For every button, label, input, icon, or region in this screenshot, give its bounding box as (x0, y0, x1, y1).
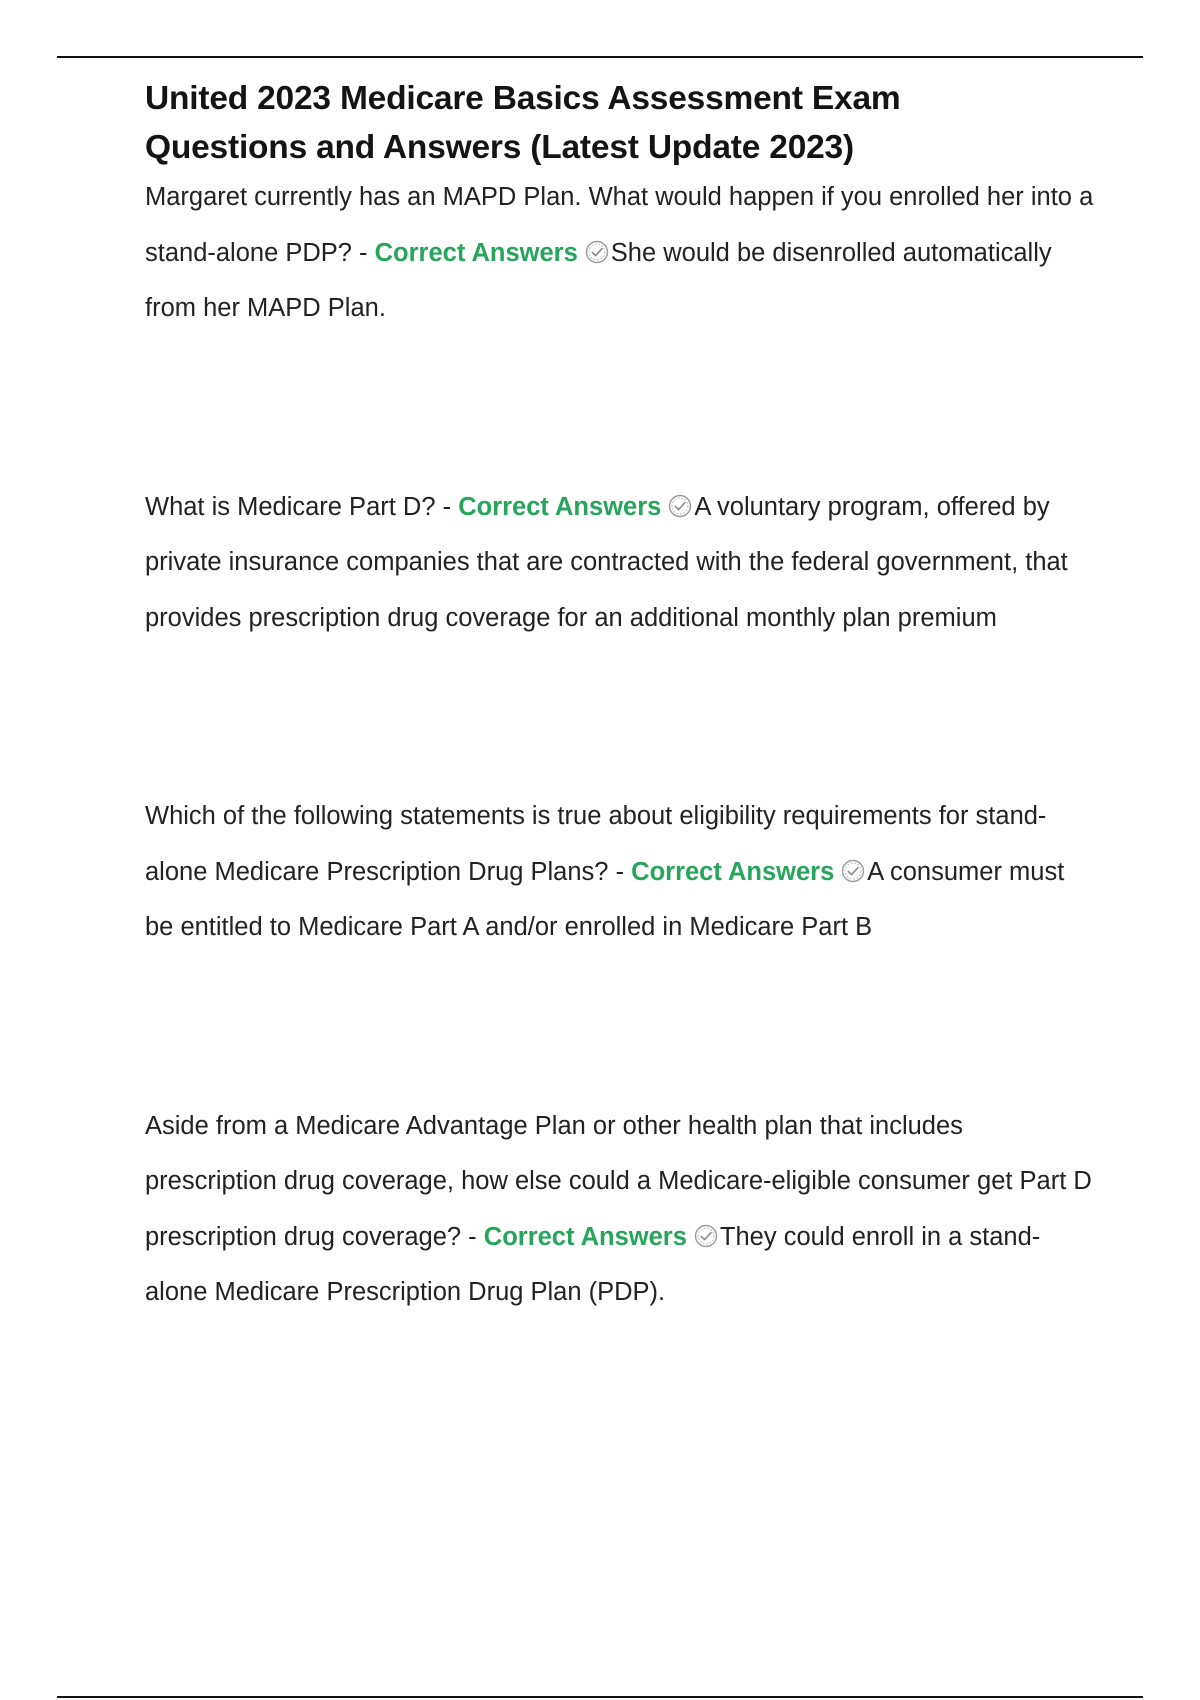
answer-label: Correct Answers (374, 238, 578, 267)
qa-item (145, 170, 1095, 337)
question-text: Which of the following statements is true about eligibility requirements for stand-alone Medicare Prescription Drug Plans? - (145, 802, 1047, 886)
document-title-line-2: Questions and Answers (Latest Update 2023) (145, 129, 854, 166)
question-text: What is Medicare Part D? - (145, 492, 452, 521)
qa-item (145, 789, 1095, 956)
top-divider (57, 56, 1143, 58)
answer-label: Correct Answers (483, 1222, 687, 1251)
bottom-divider (57, 1696, 1143, 1698)
answer-text: They could enroll in a stand-alone Medicare Prescription Drug Plan (PDP). (145, 1222, 1041, 1306)
check-badge-icon (693, 1223, 719, 1249)
document-title (145, 74, 1095, 172)
question-text: Margaret currently has an MAPD Plan. What would happen if you enrolled her into a stand-alone PDP? - (145, 183, 1094, 267)
answer-text: A consumer must be entitled to Medicare Part A and/or enrolled in Medicare Part B (145, 857, 1065, 941)
qa-item (145, 480, 1095, 647)
answer-text: A voluntary program, offered by private insurance companies that are contracted with the federal government, that provides prescription drug coverage for an additional monthly plan premium (145, 492, 1068, 632)
check-badge-icon (584, 239, 610, 265)
answer-text: She would be disenrolled automatically from her MAPD Plan. (145, 238, 1052, 322)
document-title-line-1: United 2023 Medicare Basics Assessment Exam (145, 80, 901, 117)
question-text: Aside from a Medicare Advantage Plan or other health plan that includes prescription drug coverage, how else could a Medicare-eligible consumer get Part D prescription drug coverage? - (145, 1111, 1092, 1251)
qa-list (145, 170, 1095, 1321)
check-badge-icon (667, 493, 693, 519)
answer-label: Correct Answers (631, 857, 835, 886)
check-badge-icon (840, 858, 866, 884)
answer-label: Correct Answers (458, 492, 662, 521)
document-body (145, 74, 1095, 1464)
qa-item (145, 1099, 1095, 1321)
